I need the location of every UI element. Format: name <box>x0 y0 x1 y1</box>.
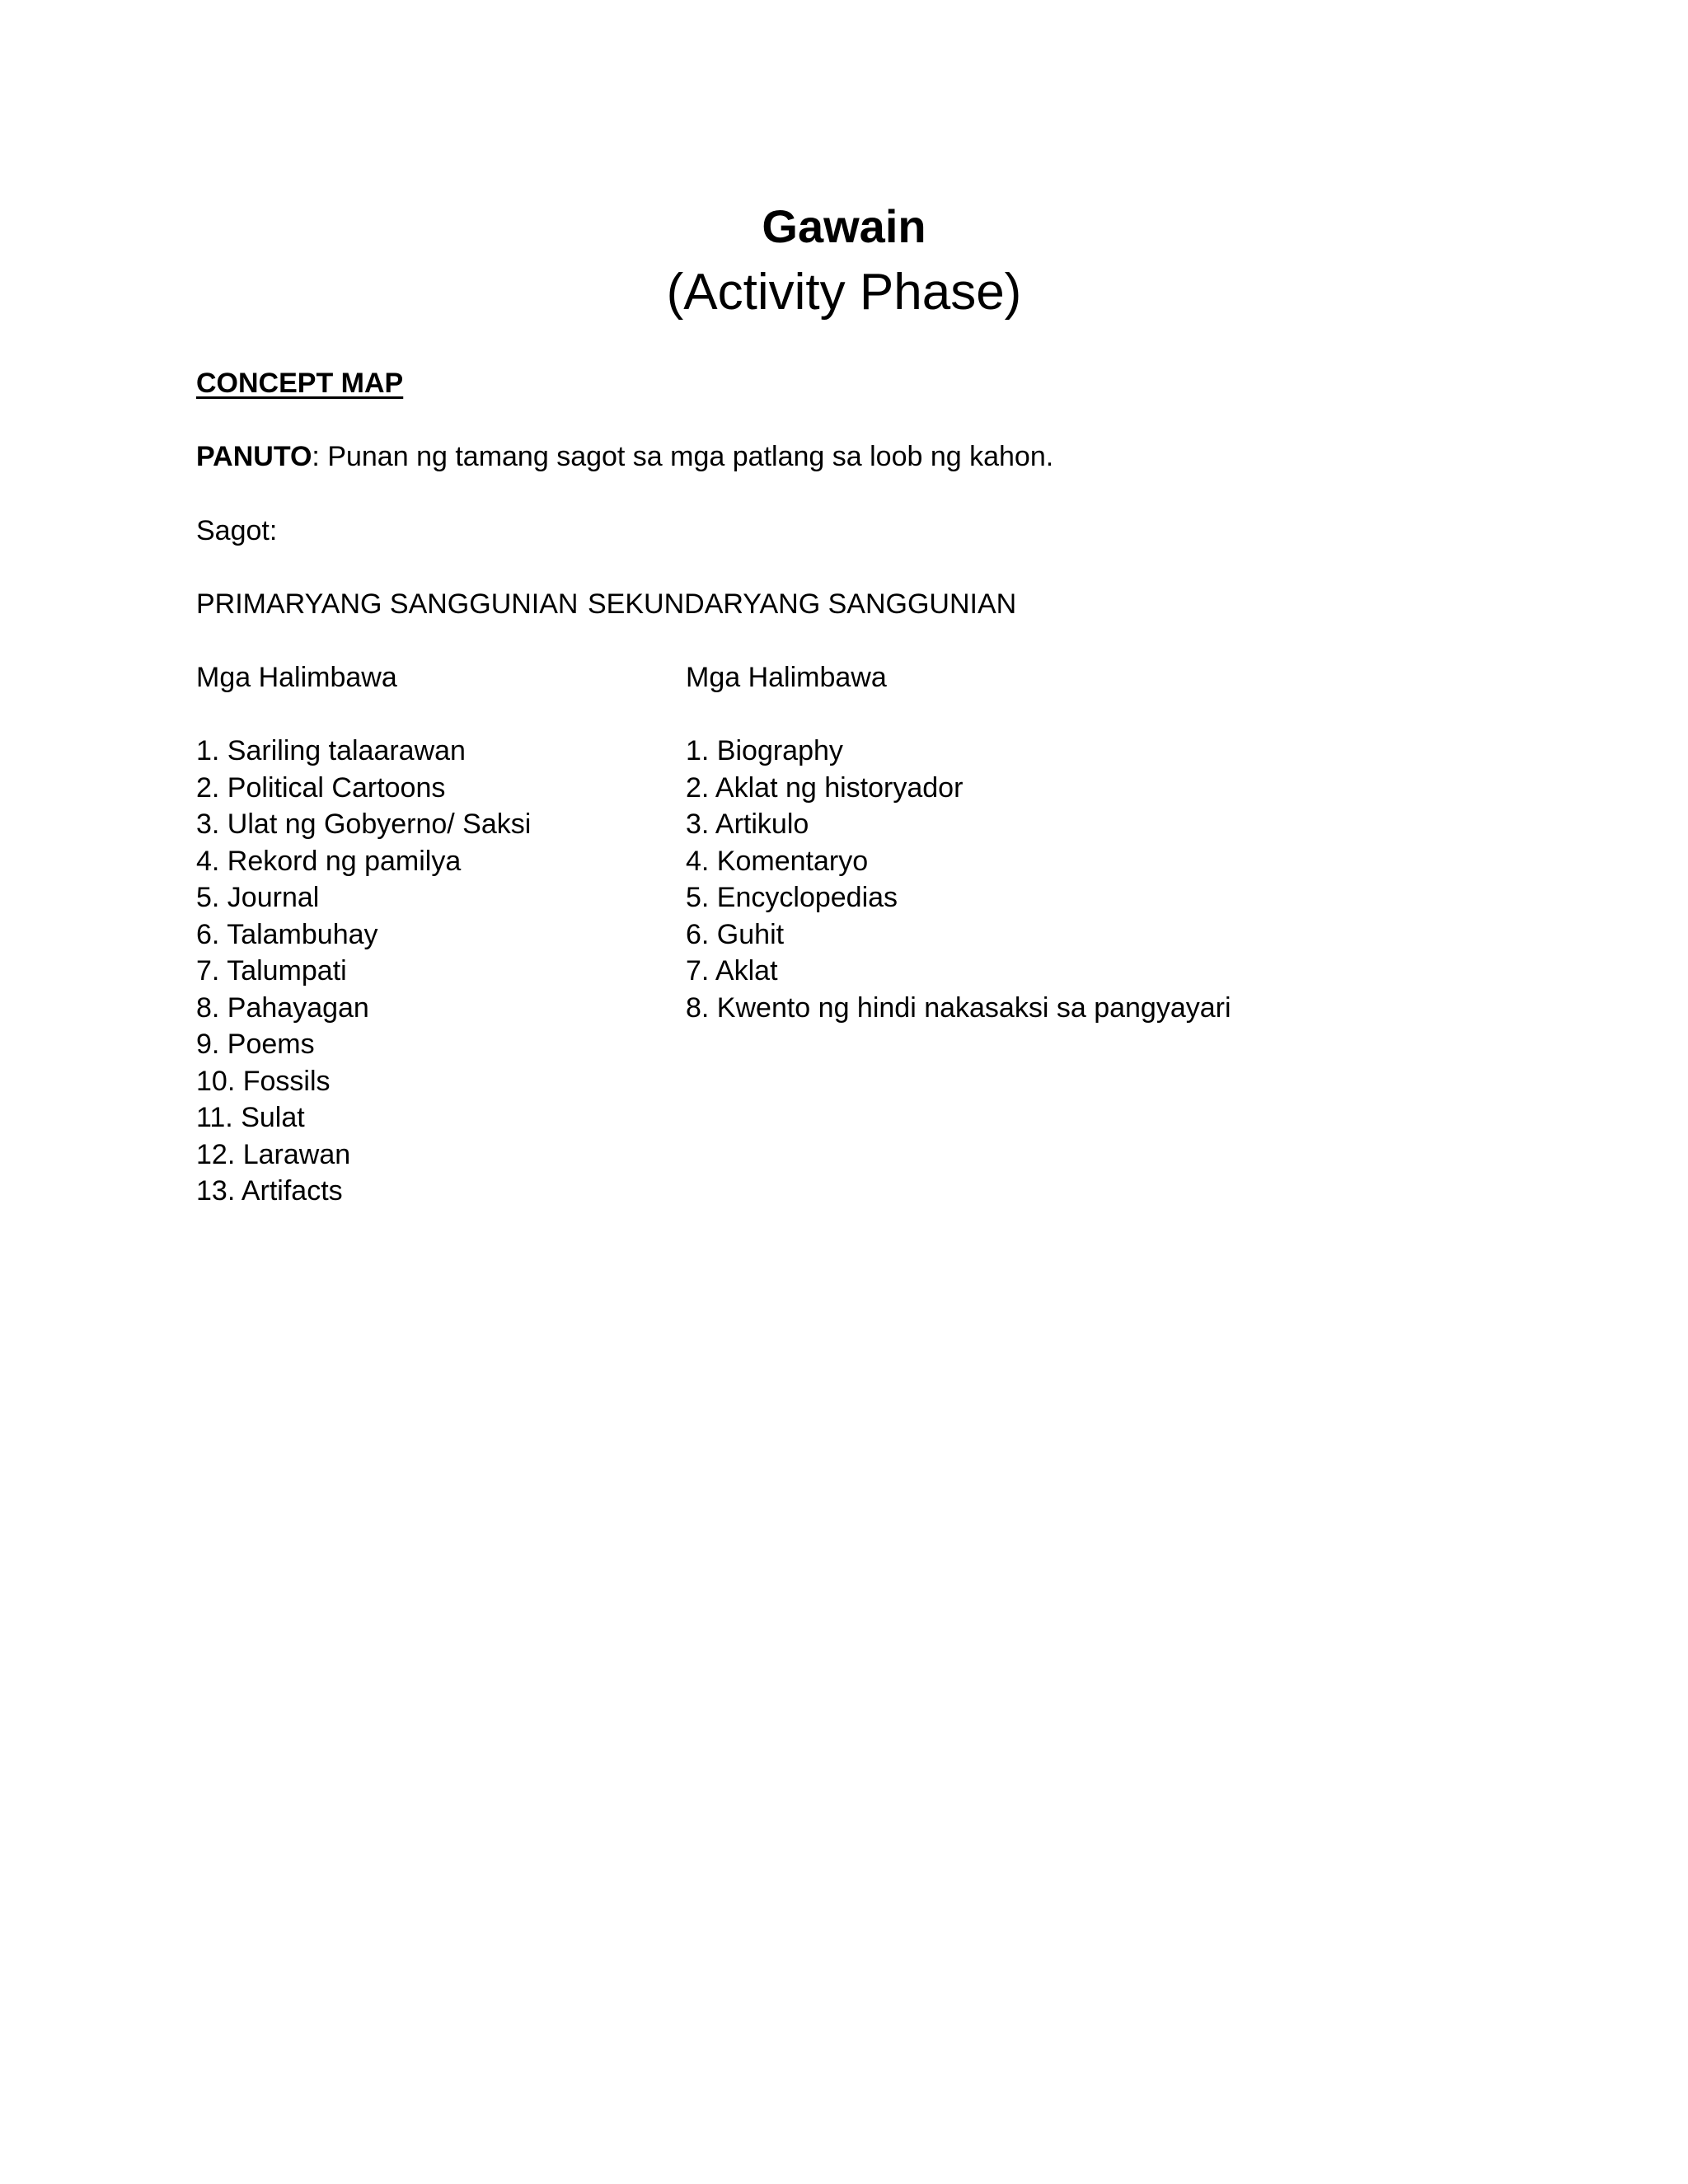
list-item: 3. Artikulo <box>686 808 809 840</box>
list-item: 1. Biography <box>686 735 843 766</box>
list-item: 5. Journal <box>196 882 320 913</box>
instruction-text: : Punan ng tamang sagot sa mga patlang sa loob ng kahon. <box>312 441 1054 472</box>
list-item: 1. Sariling talaarawan <box>196 735 466 766</box>
list-item: 5. Encyclopedias <box>686 882 898 913</box>
list-item: 4. Komentaryo <box>686 845 869 877</box>
list-item: 10. Fossils <box>196 1065 331 1097</box>
primary-examples-list <box>196 733 531 1210</box>
primary-header: PRIMARYANG SANGGUNIAN <box>196 588 579 620</box>
list-item: 8. Kwento ng hindi nakasaksi sa pangyayari <box>686 991 1231 1024</box>
list-item: 6. Guhit <box>686 918 785 950</box>
section-heading: CONCEPT MAP <box>196 368 404 399</box>
list-item: 7. Talumpati <box>196 955 347 987</box>
list-item: 2. Political Cartoons <box>196 771 446 804</box>
page-title: Gawain <box>762 200 926 252</box>
page-subtitle: (Activity Phase) <box>666 264 1022 321</box>
list-item: 7. Aklat <box>686 955 778 987</box>
instruction <box>196 438 1053 475</box>
secondary-examples-label: Mga Halimbawa <box>686 662 887 693</box>
answer-label: Sagot: <box>196 515 278 546</box>
list-item: 6. Talambuhay <box>196 918 378 950</box>
list-item: 4. Rekord ng pamilya <box>196 845 462 877</box>
list-item: 13. Artifacts <box>196 1175 343 1207</box>
list-item: 2. Aklat ng historyador <box>686 771 964 804</box>
secondary-header: SEKUNDARYANG SANGGUNIAN <box>588 588 1017 620</box>
list-item: 3. Ulat ng Gobyerno/ Saksi <box>196 808 532 840</box>
list-item: 9. Poems <box>196 1029 315 1060</box>
instruction-label: PANUTO <box>196 441 312 472</box>
primary-examples-label: Mga Halimbawa <box>196 662 397 693</box>
list-item: 8. Pahayagan <box>196 991 369 1024</box>
secondary-examples-list <box>686 733 1231 1026</box>
list-item: 11. Sulat <box>196 1102 305 1133</box>
list-item: 12. Larawan <box>196 1138 351 1170</box>
